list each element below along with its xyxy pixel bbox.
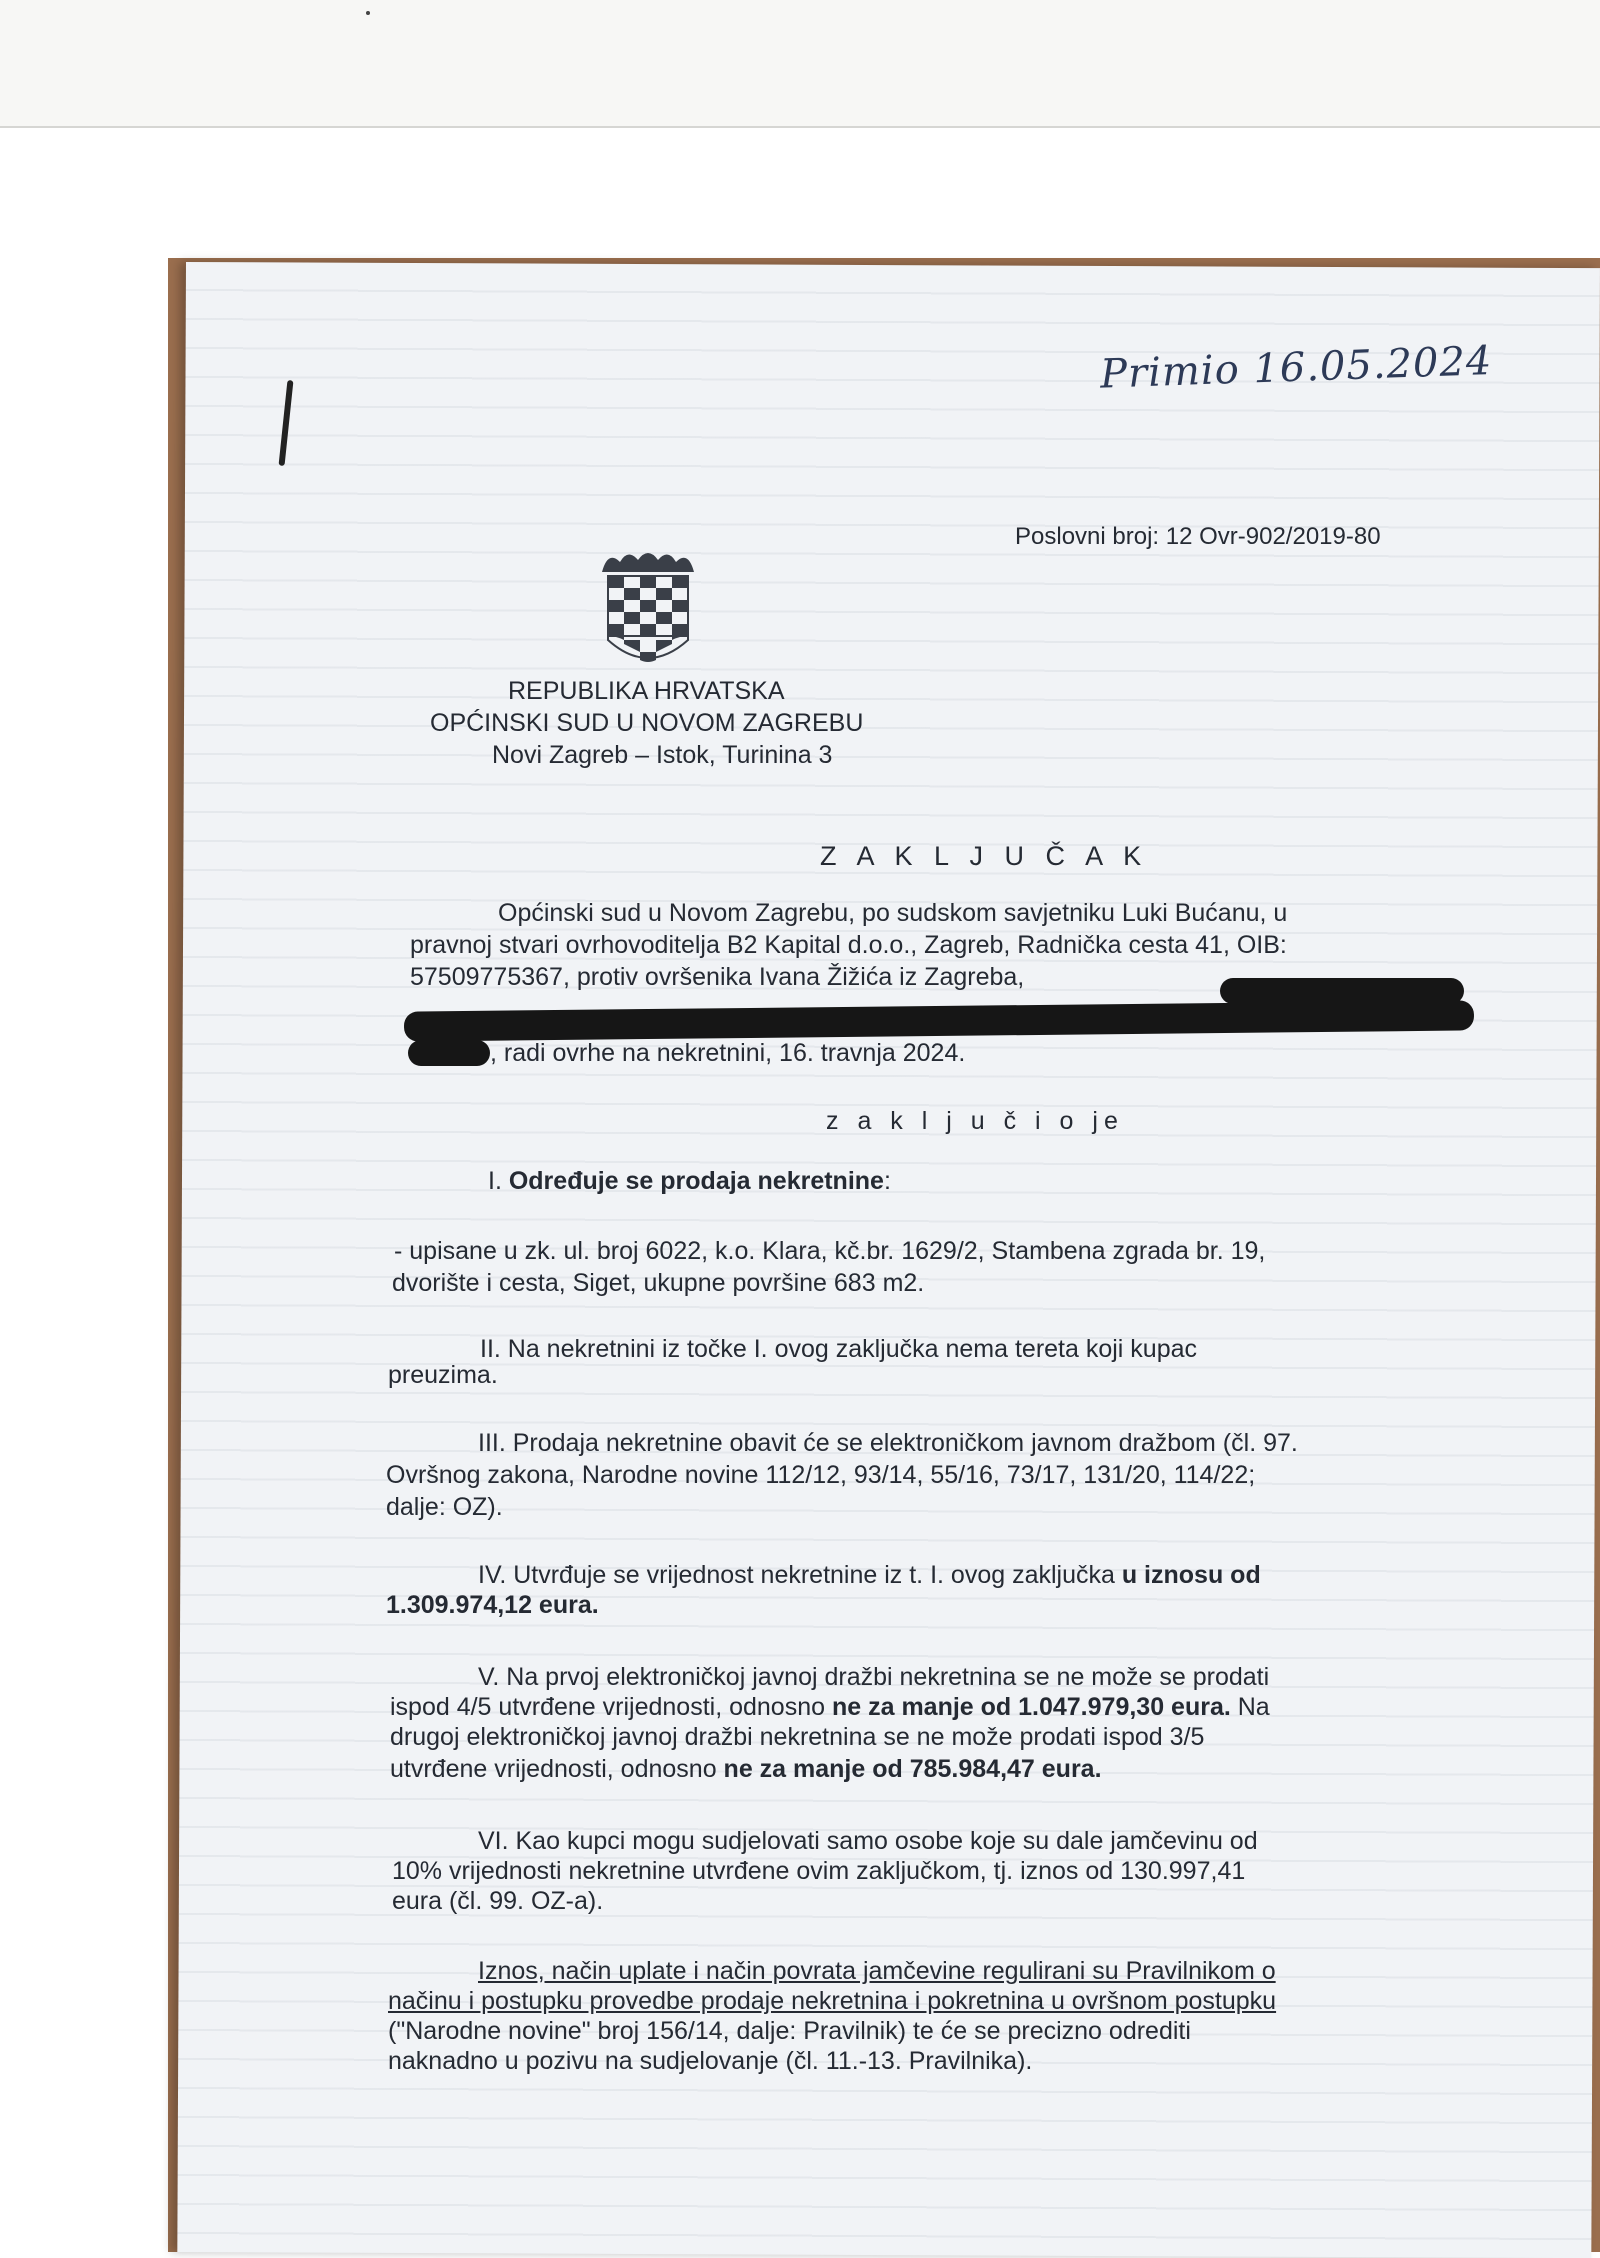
deposit-rules: naknadno u pozivu na sudjelovanje (čl. 11.-13. Pravilnika). [388, 2047, 1033, 2075]
property-description: - upisane u zk. ul. broj 6022, k.o. Klara, kč.br. 1629/2, Stambena zgrada br. 19, [394, 1237, 1266, 1265]
deposit-rules: Iznos, način uplate i način povrata jamčevine regulirani su Pravilnikom o [478, 1957, 1276, 1985]
item-iv: IV. Utvrđuje se vrijednost nekretnine iz t. I. ovog zaključka u iznosu od [478, 1561, 1261, 1589]
intro-line: pravnoj stvari ovrhovoditelja B2 Kapital d.o.o., Zagreb, Radnička cesta 41, OIB: [410, 931, 1287, 959]
scan-speck [366, 11, 370, 15]
intro-line: 57509775367, protiv ovršenika Ivana Žižića iz Zagreba, [410, 963, 1025, 991]
item-v: ispod 4/5 utvrđene vrijednosti, odnosno ne za manje od 1.047.979,30 eura. Na [390, 1693, 1270, 1721]
intro-line: , radi ovrhe na nekretnini, 16. travnja 2024. [490, 1039, 966, 1067]
header-court-name: OPĆINSKI SUD U NOVOM ZAGREBU [430, 709, 864, 737]
item-vi: VI. Kao kupci mogu sudjelovati samo osobe koje su dale jamčevinu od [478, 1827, 1258, 1855]
item-iii: dalje: OZ). [386, 1493, 503, 1521]
ruling-heading: z a k l j u č i o je [826, 1107, 1124, 1135]
item-v: drugoj elektroničkoj javnoj dražbi nekretnina se ne može prodati ispod 3/5 [390, 1723, 1205, 1751]
item-iii: Ovršnog zakona, Narodne novine 112/12, 93/14, 55/16, 73/17, 131/20, 114/22; [386, 1461, 1256, 1489]
document-title: Z A K L J U Č A K [820, 841, 1149, 871]
scan-background [0, 0, 1600, 128]
item-ii: preuzima. [388, 1361, 498, 1389]
deposit-rules: ("Narodne novine" broj 156/14, dalje: Pravilnik) te će se precizno odrediti [388, 2017, 1191, 2045]
item-iii: III. Prodaja nekretnine obavit će se elektroničkom javnom dražbom (čl. 97. [478, 1429, 1298, 1457]
scan-edge [0, 126, 1600, 128]
item-vi: eura (čl. 99. OZ-a). [392, 1887, 604, 1915]
croatian-coat-of-arms-icon [598, 548, 698, 668]
item-i: I. Određuje se prodaja nekretnine: [488, 1167, 891, 1195]
header-court-address: Novi Zagreb – Istok, Turinina 3 [492, 741, 833, 769]
header-republic: REPUBLIKA HRVATSKA [508, 677, 785, 705]
redaction-bar [408, 1040, 490, 1066]
item-v: V. Na prvoj elektroničkoj javnoj dražbi nekretnina se ne može se prodati [478, 1663, 1270, 1691]
item-iv-amount: 1.309.974,12 eura. [386, 1591, 599, 1619]
case-number: Poslovni broj: 12 Ovr-902/2019-80 [1015, 523, 1381, 550]
item-ii: II. Na nekretnini iz točke I. ovog zaključka nema tereta koji kupac [480, 1335, 1198, 1363]
intro-line: Općinski sud u Novom Zagrebu, po sudskom savjetniku Luki Bućanu, u [498, 899, 1288, 927]
property-description: dvorište i cesta, Siget, ukupne površine 683 m2. [392, 1269, 925, 1297]
handwritten-received-note: Primio 16.05.2024 [1099, 337, 1494, 398]
item-vi: 10% vrijednosti nekretnine utvrđene ovim zaključkom, tj. iznos od 130.997,41 [392, 1857, 1246, 1885]
item-v: utvrđene vrijednosti, odnosno ne za manje od 785.984,47 eura. [390, 1755, 1102, 1783]
deposit-rules: načinu i postupku provedbe prodaje nekretnina i pokretnina u ovršnom postupku [388, 1987, 1277, 2015]
